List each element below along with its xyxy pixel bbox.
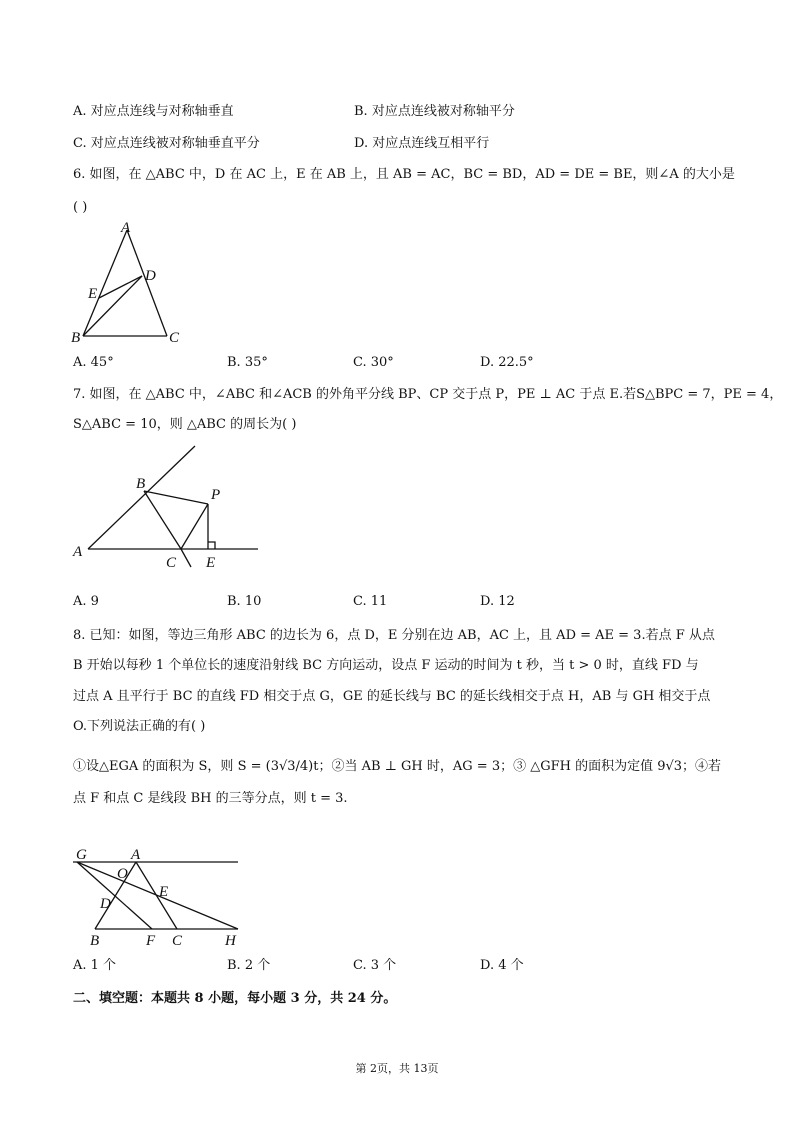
q6-label-e: E bbox=[88, 286, 98, 302]
q7-segment-bp bbox=[144, 491, 208, 504]
q8-label-c: C bbox=[172, 933, 183, 949]
q7-label-b: B bbox=[136, 476, 146, 492]
q7-option-d: D. 12 bbox=[480, 594, 515, 609]
q6-option-c: C. 30° bbox=[353, 355, 394, 370]
q6-label-b: B bbox=[71, 330, 81, 346]
q8-stem-line2: B 开始以每秒 1 个单位长的速度沿射线 BC 方向运动，设点 F 运动的时间为 t 秒，当 t > 0 时，直线 FD 与 bbox=[73, 658, 699, 673]
q6-segment-ab bbox=[83, 230, 127, 336]
q8-option-d: D. 4 个 bbox=[480, 958, 524, 973]
q7-option-b: B. 10 bbox=[227, 594, 262, 609]
q6-option-a: A. 45° bbox=[73, 355, 114, 370]
q7-right-angle-mark bbox=[208, 542, 215, 549]
q7-segment-pc bbox=[181, 504, 208, 549]
q6-segment-bd bbox=[83, 276, 142, 336]
q8-label-d: D bbox=[100, 896, 111, 912]
q7-label-e: E bbox=[206, 555, 216, 571]
q6-label-c: C bbox=[169, 330, 180, 346]
q8-stem-line4: O.下列说法正确的有( ) bbox=[73, 719, 206, 734]
q7-segment-bc bbox=[144, 491, 181, 549]
section-heading-fill-in-blank: 二、填空题：本题共 8 小题，每小题 3 分，共 24 分。 bbox=[73, 991, 397, 1006]
q6-option-d: D. 22.5° bbox=[480, 355, 534, 370]
q7-label-p: P bbox=[211, 487, 221, 503]
q8-option-a: A. 1 个 bbox=[73, 958, 117, 973]
q7-stem-line1: 7. 如图，在 △ABC 中，∠ABC 和∠ACB 的外角平分线 BP、CP 交于点 P，PE ⊥ AC 于点 E.若S△BPC = 7，PE = 4， bbox=[73, 387, 783, 402]
q5-option-b: B. 对应点连线被对称轴平分 bbox=[354, 104, 515, 119]
q7-figure bbox=[70, 438, 270, 578]
q8-label-a: A bbox=[131, 847, 141, 863]
q6-label-d: D bbox=[145, 268, 156, 284]
q8-label-b: B bbox=[90, 933, 100, 949]
q6-figure bbox=[70, 218, 190, 350]
q8-statement-line1: ①设△EGA 的面积为 S，则 S = (3√3/4)t；②当 AB ⊥ GH 时，AG = 3；③ △GFH 的面积为定值 9√3；④若 bbox=[73, 759, 722, 774]
q7-label-a: A bbox=[73, 544, 83, 560]
q6-stem-tail: ( ) bbox=[73, 200, 88, 215]
q7-stem-line2: S△ABC = 10，则 △ABC 的周长为( ) bbox=[73, 417, 297, 432]
q8-option-b: B. 2 个 bbox=[227, 958, 271, 973]
q8-label-g: G bbox=[76, 847, 87, 863]
q6-label-a: A bbox=[121, 220, 131, 236]
q8-stem-line3: 过点 A 且平行于 BC 的直线 FD 相交于点 G，GE 的延长线与 BC 的延长线相交于点 H，AB 与 GH 相交于点 bbox=[73, 689, 711, 704]
q8-segment-gf bbox=[77, 862, 152, 929]
q7-option-a: A. 9 bbox=[73, 594, 99, 609]
q7-label-c: C bbox=[166, 555, 177, 571]
q6-stem: 6. 如图，在 △ABC 中，D 在 AC 上，E 在 AB 上，且 AB = AC，BC = BD，AD = DE = BE，则∠A 的大小是 bbox=[73, 167, 735, 182]
q7-option-c: C. 11 bbox=[353, 594, 388, 609]
q8-label-f: F bbox=[146, 933, 156, 949]
q6-segment-ed bbox=[99, 276, 142, 298]
q8-label-o: O bbox=[117, 866, 128, 882]
q6-option-b: B. 35° bbox=[227, 355, 268, 370]
q5-option-c: C. 对应点连线被对称轴垂直平分 bbox=[73, 136, 260, 151]
page-number: 第 2页，共 13页 bbox=[355, 1062, 439, 1075]
q8-stem-line1: 8. 已知：如图，等边三角形 ABC 的边长为 6，点 D，E 分别在边 AB，AC 上，且 AD = AE = 3.若点 F 从点 bbox=[73, 628, 715, 643]
q5-option-d: D. 对应点连线互相平行 bbox=[354, 136, 490, 151]
q8-label-e: E bbox=[159, 884, 169, 900]
q8-statement-line2: 点 F 和点 C 是线段 BH 的三等分点，则 t = 3. bbox=[73, 791, 348, 806]
q7-segment-pc-extended bbox=[181, 549, 191, 567]
q8-figure bbox=[70, 842, 250, 950]
q8-option-c: C. 3 个 bbox=[353, 958, 397, 973]
q5-option-a: A. 对应点连线与对称轴垂直 bbox=[73, 104, 234, 119]
q8-label-h: H bbox=[225, 933, 236, 949]
